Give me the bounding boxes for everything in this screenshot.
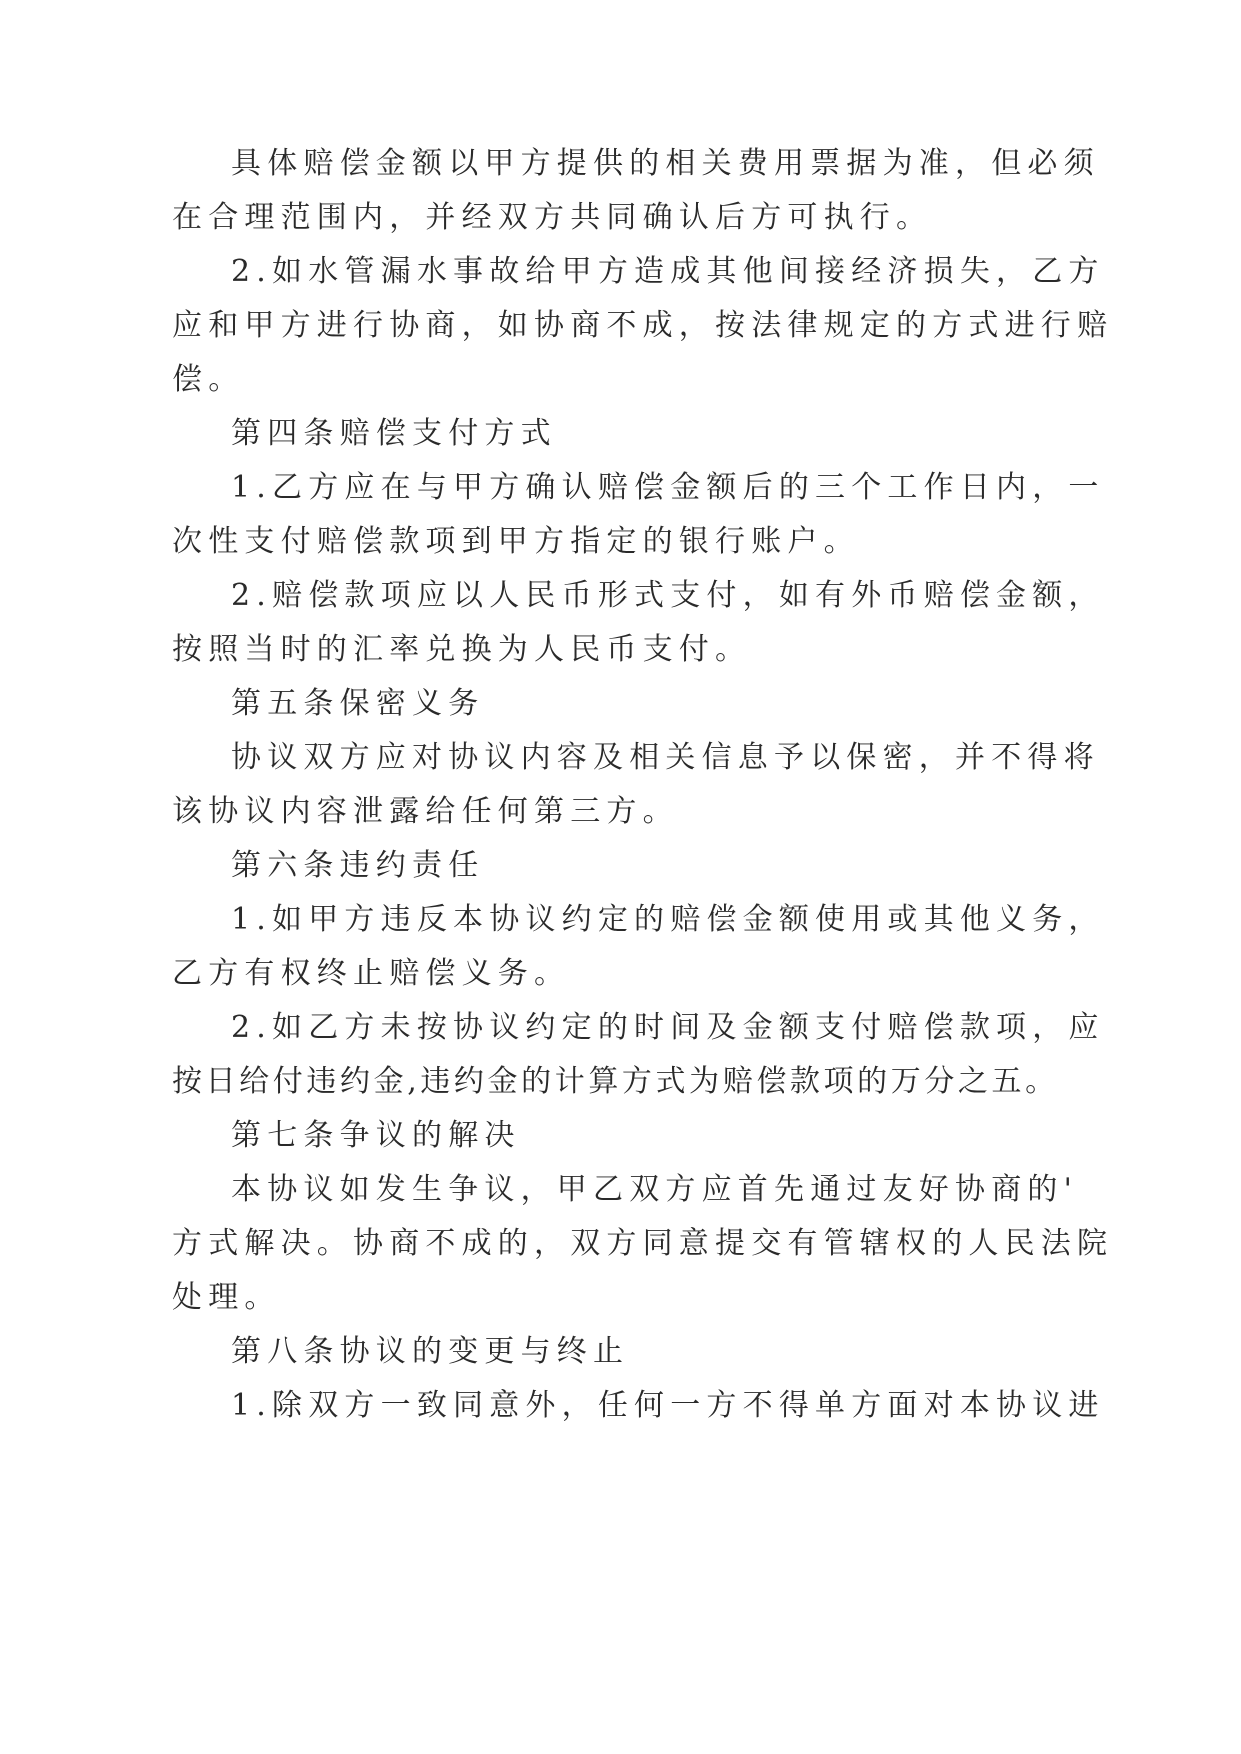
section-heading-6: 第六条违约责任: [231, 848, 485, 883]
line-13: 该协议内容泄露给任何第三方。: [172, 794, 679, 829]
section-heading-8: 第八条协议的变更与终止: [231, 1334, 630, 1369]
line-17: 2.如乙方未按协议约定的时间及金额支付赔偿款项，应: [231, 1010, 1105, 1045]
line-04: 应和甲方进行协商，如协商不成，按法律规定的方式进行赔: [172, 308, 1114, 343]
line-12: 协议双方应对协议内容及相关信息予以保密，并不得将: [231, 740, 1100, 775]
line-21: 方式解决。协商不成的，双方同意提交有管辖权的人民法院: [172, 1226, 1114, 1261]
line-01: 具体赔偿金额以甲方提供的相关费用票据为准，但必须: [231, 146, 1100, 181]
line-16: 乙方有权终止赔偿义务。: [172, 956, 571, 991]
line-07: 1.乙方应在与甲方确认赔偿金额后的三个工作日内，一: [231, 470, 1105, 505]
line-05: 偿。: [172, 362, 245, 397]
line-08: 次性支付赔偿款项到甲方指定的银行账户。: [172, 524, 860, 559]
line-24: 1.除双方一致同意外，任何一方不得单方面对本协议进: [231, 1388, 1105, 1423]
line-02: 在合理范围内，并经双方共同确认后方可执行。: [172, 200, 933, 235]
line-15: 1.如甲方违反本协议约定的赔偿金额使用或其他义务，: [231, 902, 1105, 937]
section-heading-5: 第五条保密义务: [231, 686, 485, 721]
line-03: 2.如水管漏水事故给甲方造成其他间接经济损失，乙方: [231, 254, 1105, 289]
line-09: 2.赔偿款项应以人民币形式支付，如有外币赔偿金额，: [231, 578, 1105, 613]
section-heading-4: 第四条赔偿支付方式: [231, 416, 557, 451]
line-18: 按日给付违约金,违约金的计算方式为赔偿款项的万分之五。: [172, 1064, 1059, 1099]
line-10: 按照当时的汇率兑换为人民币支付。: [172, 632, 752, 667]
line-20: 本协议如发生争议，甲乙双方应首先通过友好协商的': [231, 1172, 1079, 1207]
section-heading-7: 第七条争议的解决: [231, 1118, 521, 1153]
line-22: 处理。: [172, 1280, 281, 1315]
